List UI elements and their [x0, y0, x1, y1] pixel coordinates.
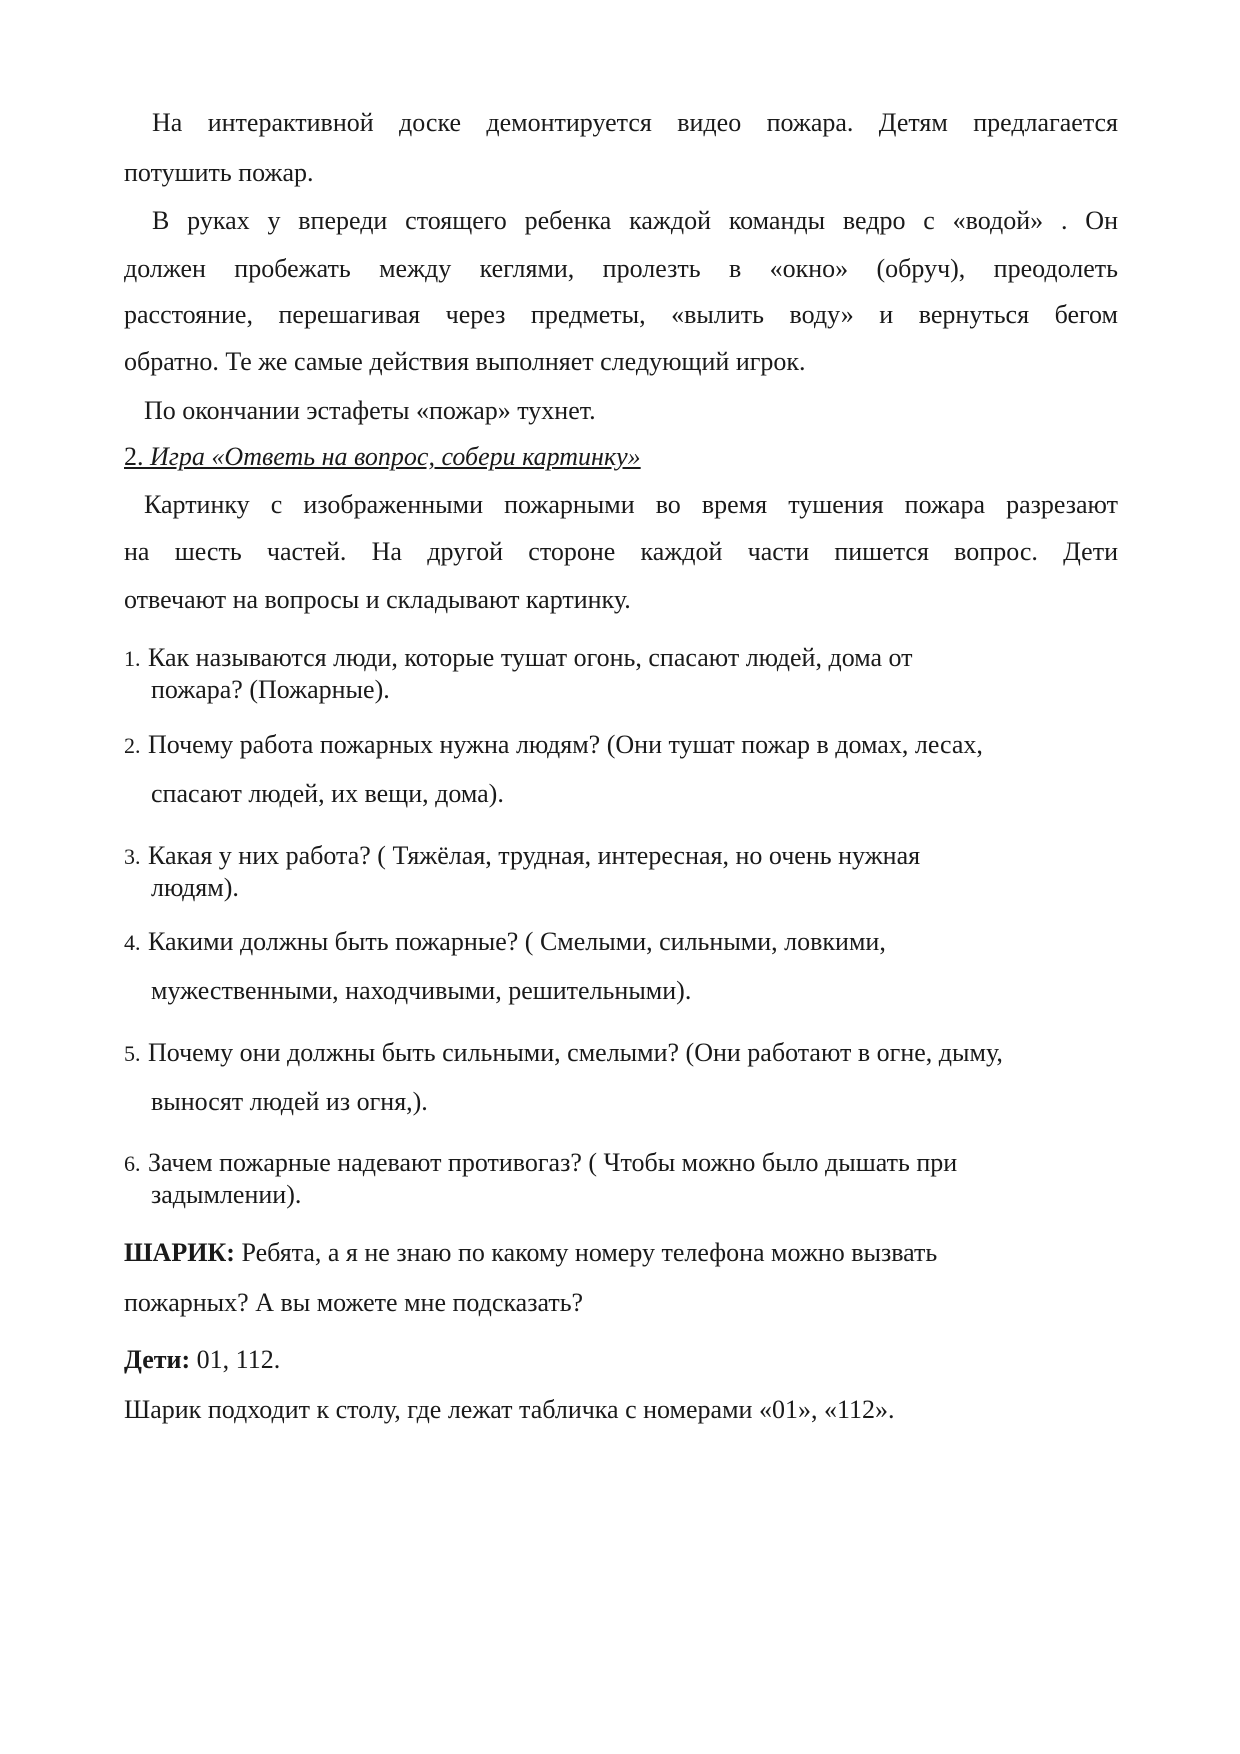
paragraph-1-line-1: На интерактивной доске демонтируется видео пожара. Детям предлагается — [152, 108, 1118, 137]
paragraph-2-line-1: В руках у впереди стоящего ребенка каждой команды ведро с «водой» . Он — [152, 206, 1118, 235]
question-5-text: Почему они должны быть сильными, смелыми? (Они работают в огне, дыму, — [148, 1038, 1003, 1067]
question-4-continuation: мужественными, находчивыми, решительными). — [151, 976, 692, 1005]
question-5-number: 5. — [124, 1041, 141, 1066]
game-heading — [124, 440, 1118, 474]
closing-line: Шарик подходит к столу, где лежат табличка с номерами «01», «112». — [124, 1395, 895, 1424]
paragraph-2-line-2: должен пробежать между кеглями, пролезть в «окно» (обруч), преодолеть — [124, 254, 1118, 283]
children-speaker: Дети: — [124, 1345, 191, 1374]
question-3-text: Какая у них работа? ( Тяжёлая, трудная, интересная, но очень нужная — [148, 841, 921, 870]
question-6 — [124, 1146, 1118, 1181]
game-heading-number: 2. — [124, 442, 144, 471]
question-4 — [124, 925, 1118, 960]
question-1-text: Как называются люди, которые тушат огонь, спасают людей, дома от — [148, 643, 913, 672]
question-5 — [124, 1036, 1118, 1071]
question-1-continuation: пожара? (Пожарные). — [151, 675, 390, 704]
paragraph-4-line-3: отвечают на вопросы и складывают картинку. — [124, 585, 631, 614]
question-1-number: 1. — [124, 646, 141, 671]
question-4-number: 4. — [124, 930, 141, 955]
paragraph-2-line-4: обратно. Те же самые действия выполняет следующий игрок. — [124, 347, 806, 376]
paragraph-3: По окончании эстафеты «пожар» тухнет. — [144, 396, 596, 425]
sharik-speaker: ШАРИК: — [124, 1238, 235, 1267]
question-2-continuation: спасают людей, их вещи, дома). — [151, 779, 504, 808]
sharik-text: Ребята, а я не знаю по какому номеру телефона можно вызвать — [234, 1238, 938, 1267]
game-heading-title: Игра «Ответь на вопрос, собери картинку» — [150, 442, 641, 471]
paragraph-1-line-2: потушить пожар. — [124, 158, 314, 187]
children-text: 01, 112. — [190, 1345, 281, 1374]
paragraph-4-line-1: Картинку с изображенными пожарными во время тушения пожара разрезают — [144, 490, 1118, 519]
question-6-number: 6. — [124, 1151, 141, 1176]
question-6-continuation: задымлении). — [151, 1180, 302, 1209]
question-1 — [124, 641, 1118, 676]
question-2-number: 2. — [124, 733, 141, 758]
question-3-number: 3. — [124, 844, 141, 869]
question-3-continuation: людям). — [151, 873, 239, 902]
question-2 — [124, 728, 1118, 763]
question-6-text: Зачем пожарные надевают противогаз? ( Чтобы можно было дышать при — [148, 1148, 958, 1177]
question-2-text: Почему работа пожарных нужна людям? (Они тушат пожар в домах, лесах, — [148, 730, 983, 759]
question-4-text: Какими должны быть пожарные? ( Смелыми, сильными, ловкими, — [148, 927, 886, 956]
sharik-line — [124, 1236, 1118, 1270]
paragraph-4-line-2: на шесть частей. На другой стороне каждой части пишется вопрос. Дети — [124, 537, 1118, 566]
children-line — [124, 1343, 1118, 1377]
question-5-continuation: выносят людей из огня,). — [151, 1087, 428, 1116]
paragraph-2-line-3: расстояние, перешагивая через предметы, «вылить воду» и вернуться бегом — [124, 300, 1118, 329]
sharik-line-continuation: пожарных? А вы можете мне подсказать? — [124, 1288, 584, 1317]
question-3 — [124, 839, 1118, 874]
